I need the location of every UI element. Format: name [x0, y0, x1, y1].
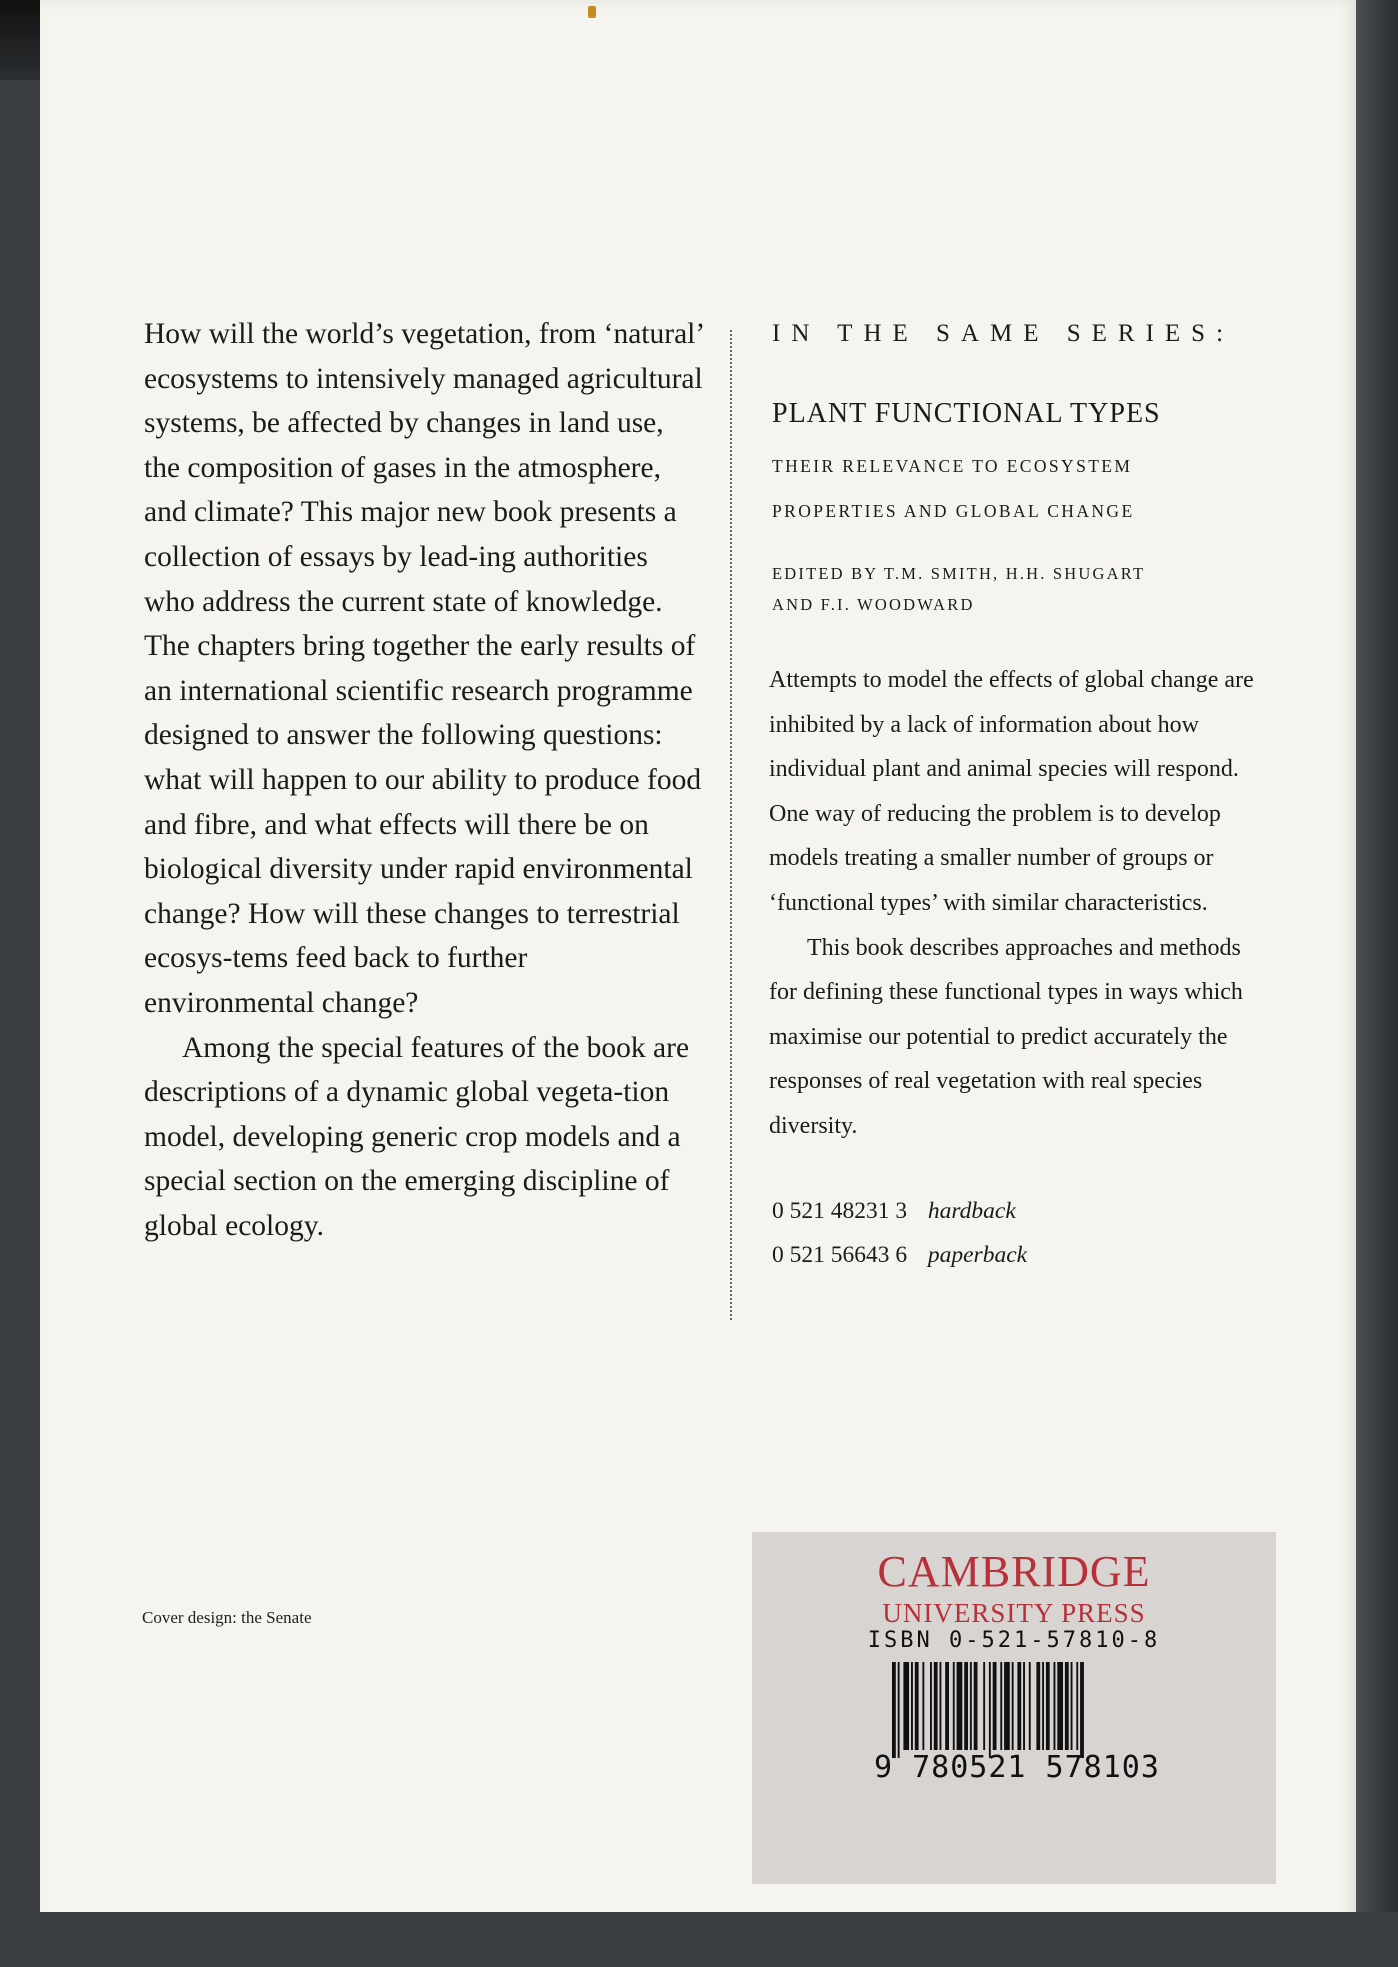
barcode-bar: [1057, 1662, 1063, 1750]
series-blurb-paragraph-1: Attempts to model the effects of global change are inhibited by a lack of information about how individual plant and animal species will respond. One way of reducing the problem is to develop models treating a smaller number of groups or ‘functional types’ with similar characteristics.: [769, 667, 1254, 916]
barcode-bar: [945, 1662, 949, 1750]
editors-line-1: EDITED BY T.M. SMITH, H.H. SHUGART: [772, 564, 1146, 583]
isbn-number: 0 521 48231 3: [772, 1197, 908, 1224]
barcode: [892, 1662, 1144, 1758]
barcode-bar: [1076, 1662, 1078, 1750]
barcode-bar: [993, 1662, 997, 1750]
barcode-bar: [1036, 1662, 1040, 1750]
barcode-bar: [1023, 1662, 1025, 1750]
series-isbn-list: [772, 1189, 1272, 1278]
series-book-subtitle: [772, 444, 1272, 534]
barcode-bar: [930, 1662, 932, 1750]
series-panel: [769, 320, 1272, 1278]
isbn-format: paperback: [927, 1242, 1028, 1269]
barcode-bar: [1071, 1662, 1073, 1750]
series-blurb: [769, 658, 1272, 1149]
barcode-bar: [1017, 1662, 1021, 1750]
barcode-bar: [964, 1662, 968, 1750]
barcode-bar: [898, 1662, 900, 1758]
publisher-isbn: ISBN 0-521-57810-8: [867, 1628, 1161, 1653]
series-book-title: PLANT FUNCTIONAL TYPES: [772, 398, 1161, 429]
barcode-bar: [1065, 1662, 1069, 1750]
barcode-bar: [953, 1662, 955, 1750]
barcode-bar: [1004, 1662, 1010, 1750]
cover-design-credit: Cover design: the Senate: [142, 1608, 312, 1627]
series-heading: IN THE SAME SERIES:: [772, 320, 1235, 347]
barcode-bar: [974, 1662, 978, 1750]
barcode-bar: [940, 1662, 942, 1750]
barcode-bar: [1012, 1662, 1014, 1750]
series-blurb-paragraph-2: This book describes approaches and methods for defining these functional types in ways which maximise our potential to predict accurately the responses of real vegetation with real species diversity.: [769, 934, 1243, 1139]
ean-digits: 9 780521 578103: [874, 1750, 1160, 1785]
main-blurb-paragraph-1: How will the world’s vegetation, from ‘natural’ ecosystems to intensively managed agricultural systems, be affected by changes in land use, the composition of gases in the atmosphere, and climate? This major new book presents a collection of essays by lead-ing authorities who address the current state of knowledge. The chapters bring together the early results of an international scientific research programme designed to answer the following questions: what will happen to our ability to produce food and fibre, and what effects will there be on biological diversity under rapid environmental change? How will these changes to terrestrial ecosys-tems feed back to further environmental change?: [144, 318, 703, 1019]
isbn-number: 0 521 56643 6: [772, 1242, 908, 1269]
cover-right-edge: [1356, 0, 1398, 1967]
barcode-bar: [911, 1662, 913, 1750]
isbn-format: hardback: [927, 1197, 1016, 1224]
subtitle-line-1: THEIR RELEVANCE TO ECOSYSTEM: [772, 456, 1133, 476]
paper-mark: [588, 6, 596, 18]
barcode-bar: [970, 1662, 972, 1750]
barcode-bar: [915, 1662, 919, 1750]
barcode-bar: [989, 1662, 991, 1758]
main-blurb: [144, 312, 704, 1248]
barcode-bar: [1046, 1662, 1050, 1750]
barcode-bar: [1054, 1662, 1056, 1750]
isbn-hardback: [772, 1189, 1272, 1234]
barcode-bar: [903, 1662, 909, 1750]
barcode-bar: [892, 1662, 896, 1758]
publisher-name: CAMBRIDGE: [877, 1547, 1151, 1596]
barcode-bar: [983, 1662, 985, 1750]
barcode-bar: [1029, 1662, 1031, 1750]
barcode-bar: [957, 1662, 963, 1750]
barcode-bar: [1000, 1662, 1002, 1750]
barcode-bar: [1042, 1662, 1044, 1750]
publisher-logo: [752, 1546, 1276, 1628]
main-blurb-paragraph-2: Among the special features of the book are descriptions of a dynamic global vegeta-tion model, developing generic crop models and a special section on the emerging discipline of global ecology.: [144, 1031, 690, 1242]
barcode-bar: [1080, 1662, 1084, 1758]
series-editors: [772, 558, 1272, 620]
publisher-label: [752, 1532, 1276, 1884]
barcode-bar: [934, 1662, 938, 1750]
isbn-paperback: [772, 1233, 1272, 1278]
subtitle-line-2: PROPERTIES AND GLOBAL CHANGE: [772, 501, 1135, 521]
publisher-press: UNIVERSITY PRESS: [882, 1598, 1146, 1628]
column-divider: [730, 330, 732, 1320]
editors-line-2: AND F.I. WOODWARD: [772, 595, 975, 614]
bottom-strip: [0, 1912, 1398, 1967]
barcode-bar: [922, 1662, 924, 1750]
